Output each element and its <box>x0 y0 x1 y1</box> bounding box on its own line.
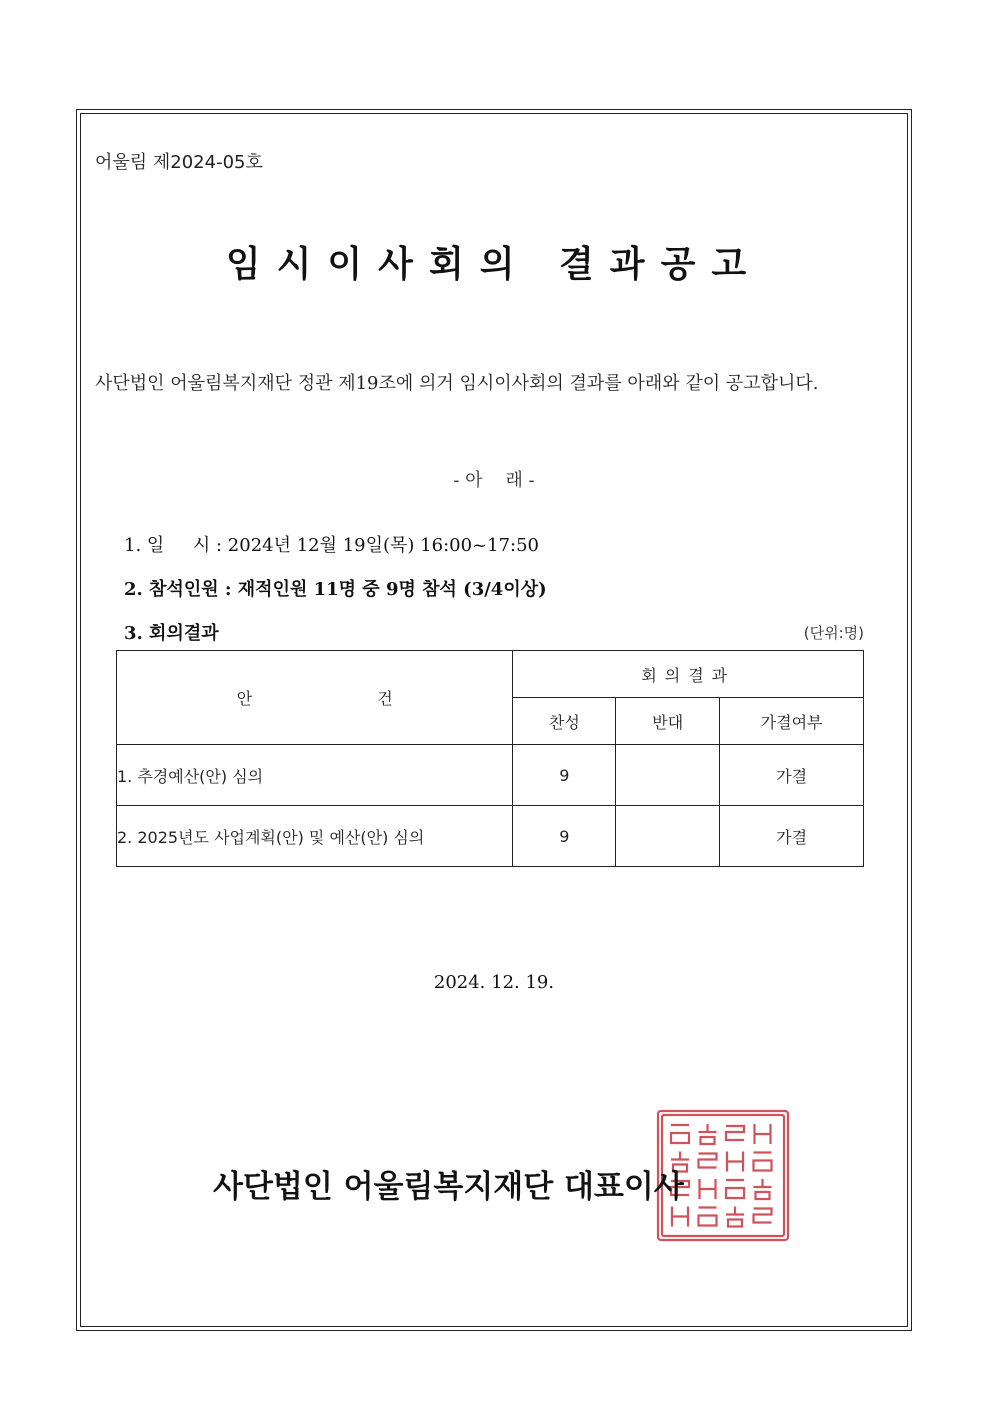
seal-stroke <box>699 1124 717 1144</box>
seal-stroke <box>671 1125 689 1143</box>
header-agenda: 안 건 <box>117 651 513 745</box>
seal-stroke <box>700 1179 716 1199</box>
intro-paragraph: 사단법인 어울림복지재단 정관 제19조에 의거 임시이사회의 결과를 아래와 같이 공고합니다. <box>95 373 819 394</box>
seal-stroke <box>727 1152 743 1172</box>
results-table <box>116 650 864 867</box>
results-heading: 3. 회의결과 <box>124 623 219 644</box>
agenda-cell: 1. 추경예산(안) 심의 <box>117 745 513 806</box>
no-count <box>616 745 720 806</box>
header-no: 반대 <box>616 698 720 745</box>
seal-stroke <box>726 1207 744 1227</box>
seal-stroke <box>672 1207 688 1227</box>
meeting-datetime: 1. 일 시 : 2024년 12월 19일(목) 16:00~17:50 <box>124 535 539 556</box>
agenda-cell: 2. 2025년도 사업계획(안) 및 예산(안) 심의 <box>117 806 513 867</box>
attendance: 2. 참석인원 : 재적인원 11명 중 9명 참석 (3/4이상) <box>124 579 547 600</box>
seal-stroke <box>726 1126 744 1140</box>
unit-label: (단위:명) <box>803 624 864 642</box>
no-count <box>616 806 720 867</box>
seal-stroke <box>755 1124 771 1144</box>
header-result: 회의결과 <box>513 651 864 698</box>
header-yes: 찬성 <box>513 698 616 745</box>
seal-stroke <box>754 1179 772 1199</box>
table-row <box>117 745 864 806</box>
pass-status: 가결 <box>720 806 864 867</box>
seal-stroke <box>699 1208 717 1226</box>
pass-status: 가결 <box>720 745 864 806</box>
yes-count: 9 <box>513 806 616 867</box>
announcement-date: 2024. 12. 19. <box>433 972 555 993</box>
seal-stroke <box>699 1154 717 1168</box>
section-heading-below: - 아 래 - <box>453 470 535 491</box>
page-title: 임시이사회의 결과공고 <box>225 244 763 285</box>
seal-stroke <box>754 1209 772 1223</box>
yes-count: 9 <box>513 745 616 806</box>
seal-stroke <box>754 1153 772 1171</box>
signer-name: 사단법인 어울림복지재단 대표이사 <box>213 1169 684 1205</box>
header-pass: 가결여부 <box>720 698 864 745</box>
table-row <box>117 806 864 867</box>
seal-stroke <box>726 1180 744 1198</box>
document-number: 어울림 제2024-05호 <box>95 152 263 173</box>
